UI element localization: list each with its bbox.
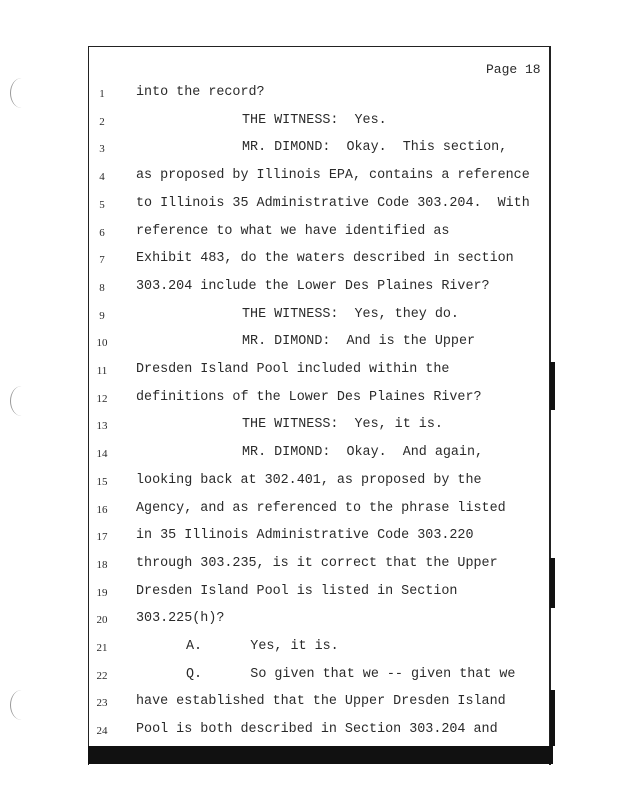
line-number: 10 [96, 337, 108, 350]
page-number: Page 18 [486, 62, 541, 77]
line-text: MR. DIMOND: Okay. And again, [242, 445, 484, 461]
transcript-line [0, 279, 622, 299]
transcript-line [0, 85, 622, 105]
line-text: Exhibit 483, do the waters described in section [136, 251, 514, 267]
line-number: 17 [96, 531, 108, 544]
line-text: as proposed by Illinois EPA, contains a reference [136, 168, 530, 184]
line-number: 15 [96, 475, 108, 488]
line-number: 18 [96, 558, 108, 571]
transcript-line [0, 611, 622, 631]
line-number: 16 [96, 503, 108, 516]
line-text: 303.204 include the Lower Des Plaines River? [136, 278, 490, 294]
line-text: Pool is both described in Section 303.204 and [136, 722, 498, 738]
transcript-line [0, 307, 622, 327]
line-number: 23 [96, 697, 108, 710]
line-number: 14 [96, 448, 108, 461]
line-number: 12 [96, 392, 108, 405]
line-text: MR. DIMOND: Okay. This section, [242, 140, 508, 156]
line-number: 11 [96, 365, 108, 377]
line-text: into the record? [136, 85, 265, 100]
line-number: 5 [99, 198, 105, 211]
line-number: 21 [96, 642, 108, 654]
line-text: A. Yes, it is. [186, 639, 339, 654]
line-text: to Illinois 35 Administrative Code 303.204. With [136, 195, 530, 211]
transcript-line [0, 168, 622, 188]
transcript-line [0, 556, 622, 576]
line-number: 7 [99, 254, 105, 267]
transcript-line [0, 334, 622, 354]
line-number: 8 [99, 281, 105, 294]
line-number: 19 [96, 586, 108, 599]
transcript-line [0, 224, 622, 244]
line-number: 24 [96, 725, 108, 738]
transcript-line [0, 140, 622, 160]
line-text: looking back at 302.401, as proposed by the [136, 472, 482, 488]
line-text: through 303.235, is it correct that the Upper [136, 555, 498, 571]
line-number: 1 [99, 88, 105, 100]
bottom-scan-bar [88, 746, 553, 764]
line-text: THE WITNESS: Yes, they do. [242, 306, 459, 322]
transcript-line [0, 501, 622, 521]
transcript-line [0, 251, 622, 271]
line-number: 4 [99, 171, 105, 184]
line-number: 3 [99, 143, 105, 156]
line-text: THE WITNESS: Yes. [242, 112, 387, 128]
transcript-line [0, 196, 622, 216]
line-number: 13 [96, 420, 108, 433]
transcript-line [0, 473, 622, 493]
transcript-line [0, 113, 622, 133]
line-text: Agency, and as referenced to the phrase listed [136, 500, 506, 516]
transcript-line [0, 528, 622, 548]
line-text: have established that the Upper Dresden Island [136, 694, 506, 710]
transcript-line [0, 445, 622, 465]
line-text: definitions of the Lower Des Plaines River? [136, 389, 482, 405]
transcript-line [0, 362, 622, 382]
transcript-line [0, 667, 622, 687]
transcript-line [0, 722, 622, 742]
line-text: 303.225(h)? [136, 611, 225, 627]
transcript-line [0, 584, 622, 604]
line-text: THE WITNESS: Yes, it is. [242, 417, 443, 433]
line-number: 20 [96, 614, 108, 627]
line-text: MR. DIMOND: And is the Upper [242, 334, 476, 350]
line-number: 9 [99, 309, 105, 322]
transcript-line [0, 694, 622, 714]
line-text: Dresden Island Pool included within the [136, 362, 450, 377]
line-text: Q. So given that we -- given that we [186, 666, 516, 682]
line-text: Dresden Island Pool is listed in Section [136, 583, 458, 599]
line-text: reference to what we have identified as [136, 223, 450, 239]
transcript-line [0, 417, 622, 437]
transcript-line [0, 390, 622, 410]
line-number: 6 [99, 226, 105, 239]
line-number: 2 [99, 115, 105, 128]
transcript-line [0, 639, 622, 659]
line-number: 22 [96, 669, 108, 682]
line-text: in 35 Illinois Administrative Code 303.220 [136, 528, 474, 544]
